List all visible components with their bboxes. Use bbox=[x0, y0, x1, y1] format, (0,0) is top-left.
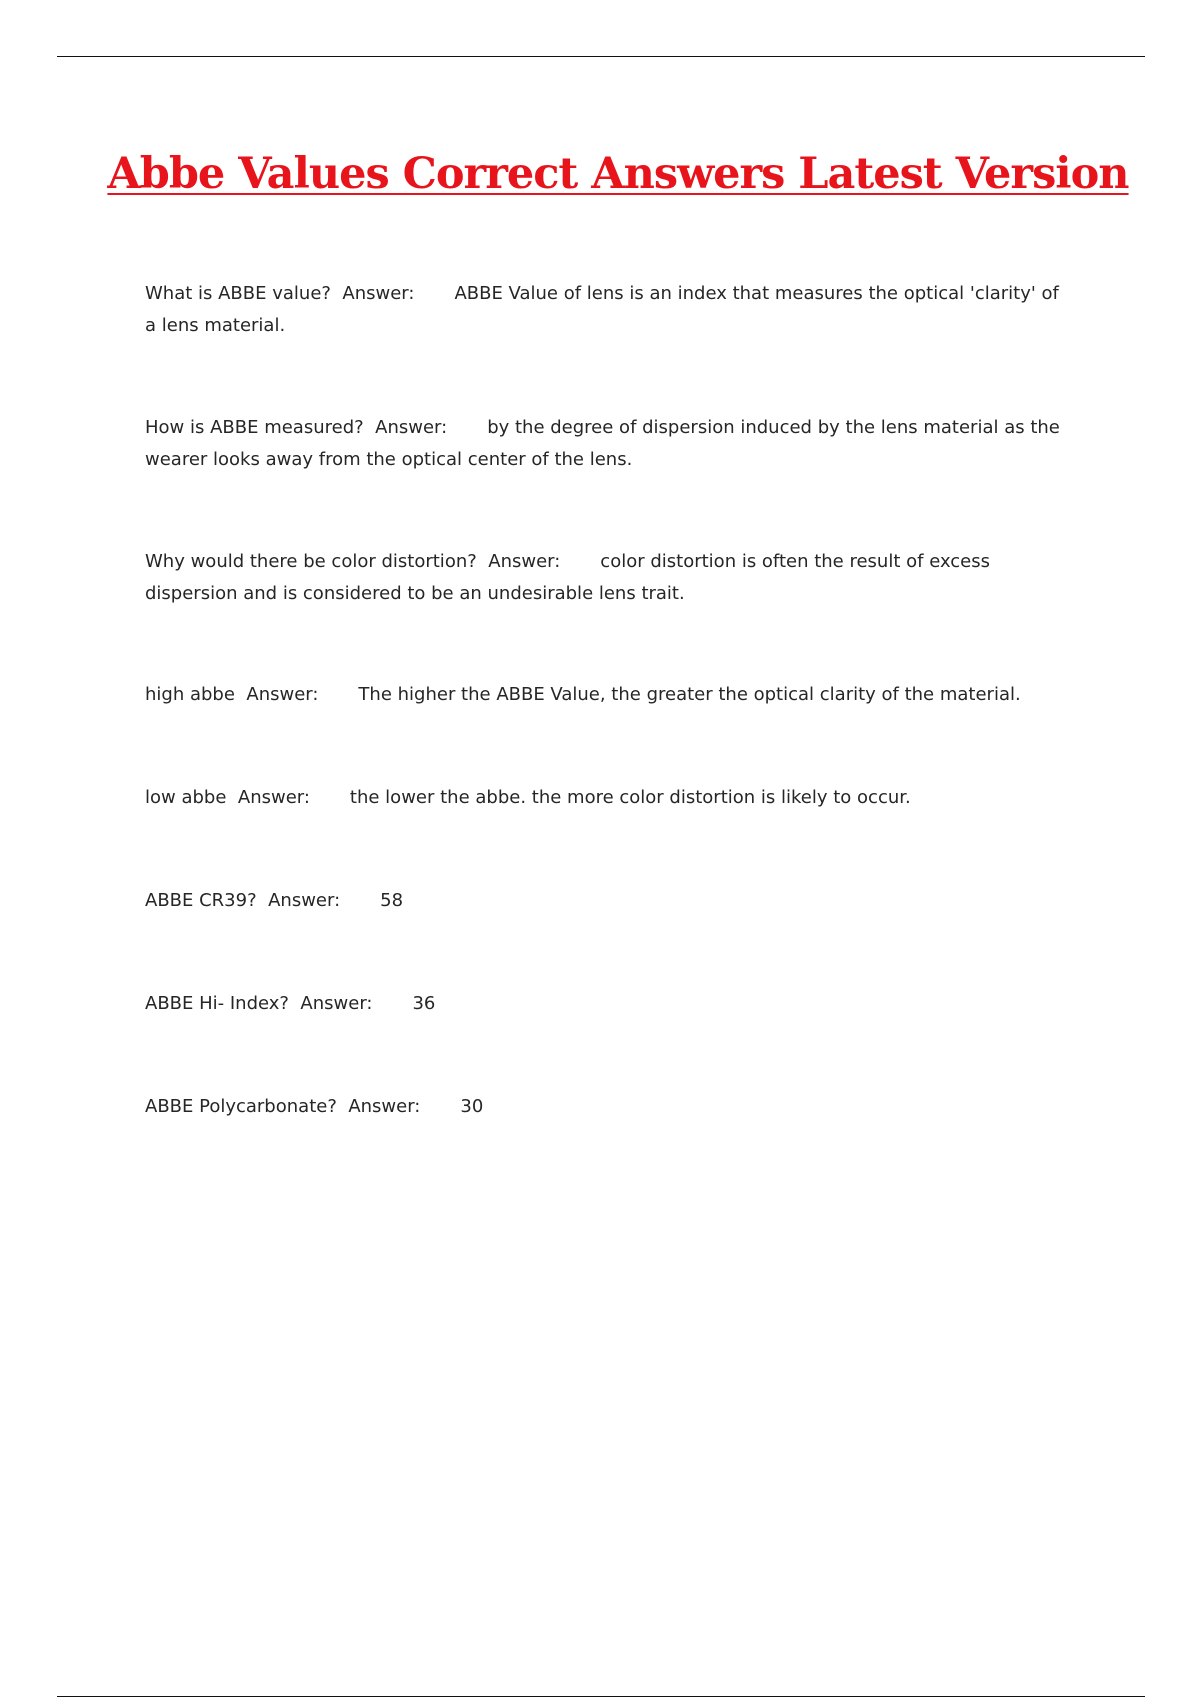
qa-item bbox=[145, 782, 1075, 814]
qa-item bbox=[145, 412, 1075, 476]
answer-label: Answer: bbox=[342, 283, 415, 304]
answer-text: 30 bbox=[460, 1096, 484, 1117]
question-text: high abbe bbox=[145, 684, 235, 705]
answer-text: color distortion is often the result of excess dispersion and is considered to be an undesirable lens trait. bbox=[145, 551, 991, 604]
question-text: Why would there be color distortion? bbox=[145, 551, 477, 572]
answer-text: 58 bbox=[380, 890, 404, 911]
answer-text: 36 bbox=[412, 993, 436, 1014]
answer-text: by the degree of dispersion induced by the lens material as the wearer looks away from the optical center of the lens. bbox=[145, 417, 1060, 470]
question-text: How is ABBE measured? bbox=[145, 417, 364, 438]
question-text: ABBE Polycarbonate? bbox=[145, 1096, 337, 1117]
page-title: Abbe Values Correct Answers Latest Version bbox=[107, 149, 1129, 199]
bottom-rule bbox=[57, 1696, 1145, 1697]
question-text: ABBE CR39? bbox=[145, 890, 257, 911]
qa-item bbox=[145, 278, 1075, 342]
answer-label: Answer: bbox=[237, 787, 310, 808]
answer-label: Answer: bbox=[268, 890, 341, 911]
answer-label: Answer: bbox=[488, 551, 561, 572]
question-text: What is ABBE value? bbox=[145, 283, 331, 304]
answer-label: Answer: bbox=[300, 993, 373, 1014]
answer-text: The higher the ABBE Value, the greater the optical clarity of the material. bbox=[358, 684, 1021, 705]
qa-item bbox=[145, 988, 1075, 1020]
question-text: ABBE Hi- Index? bbox=[145, 993, 289, 1014]
answer-text: the lower the abbe. the more color distortion is likely to occur. bbox=[349, 787, 911, 808]
answer-text: ABBE Value of lens is an index that measures the optical 'clarity' of a lens material. bbox=[145, 283, 1059, 336]
answer-label: Answer: bbox=[246, 684, 319, 705]
top-rule bbox=[57, 56, 1145, 57]
qa-item bbox=[145, 546, 1025, 610]
answer-label: Answer: bbox=[375, 417, 448, 438]
qa-item bbox=[145, 885, 1075, 917]
answer-label: Answer: bbox=[348, 1096, 421, 1117]
qa-item bbox=[145, 679, 1075, 711]
question-text: low abbe bbox=[145, 787, 227, 808]
qa-item bbox=[145, 1091, 1075, 1123]
